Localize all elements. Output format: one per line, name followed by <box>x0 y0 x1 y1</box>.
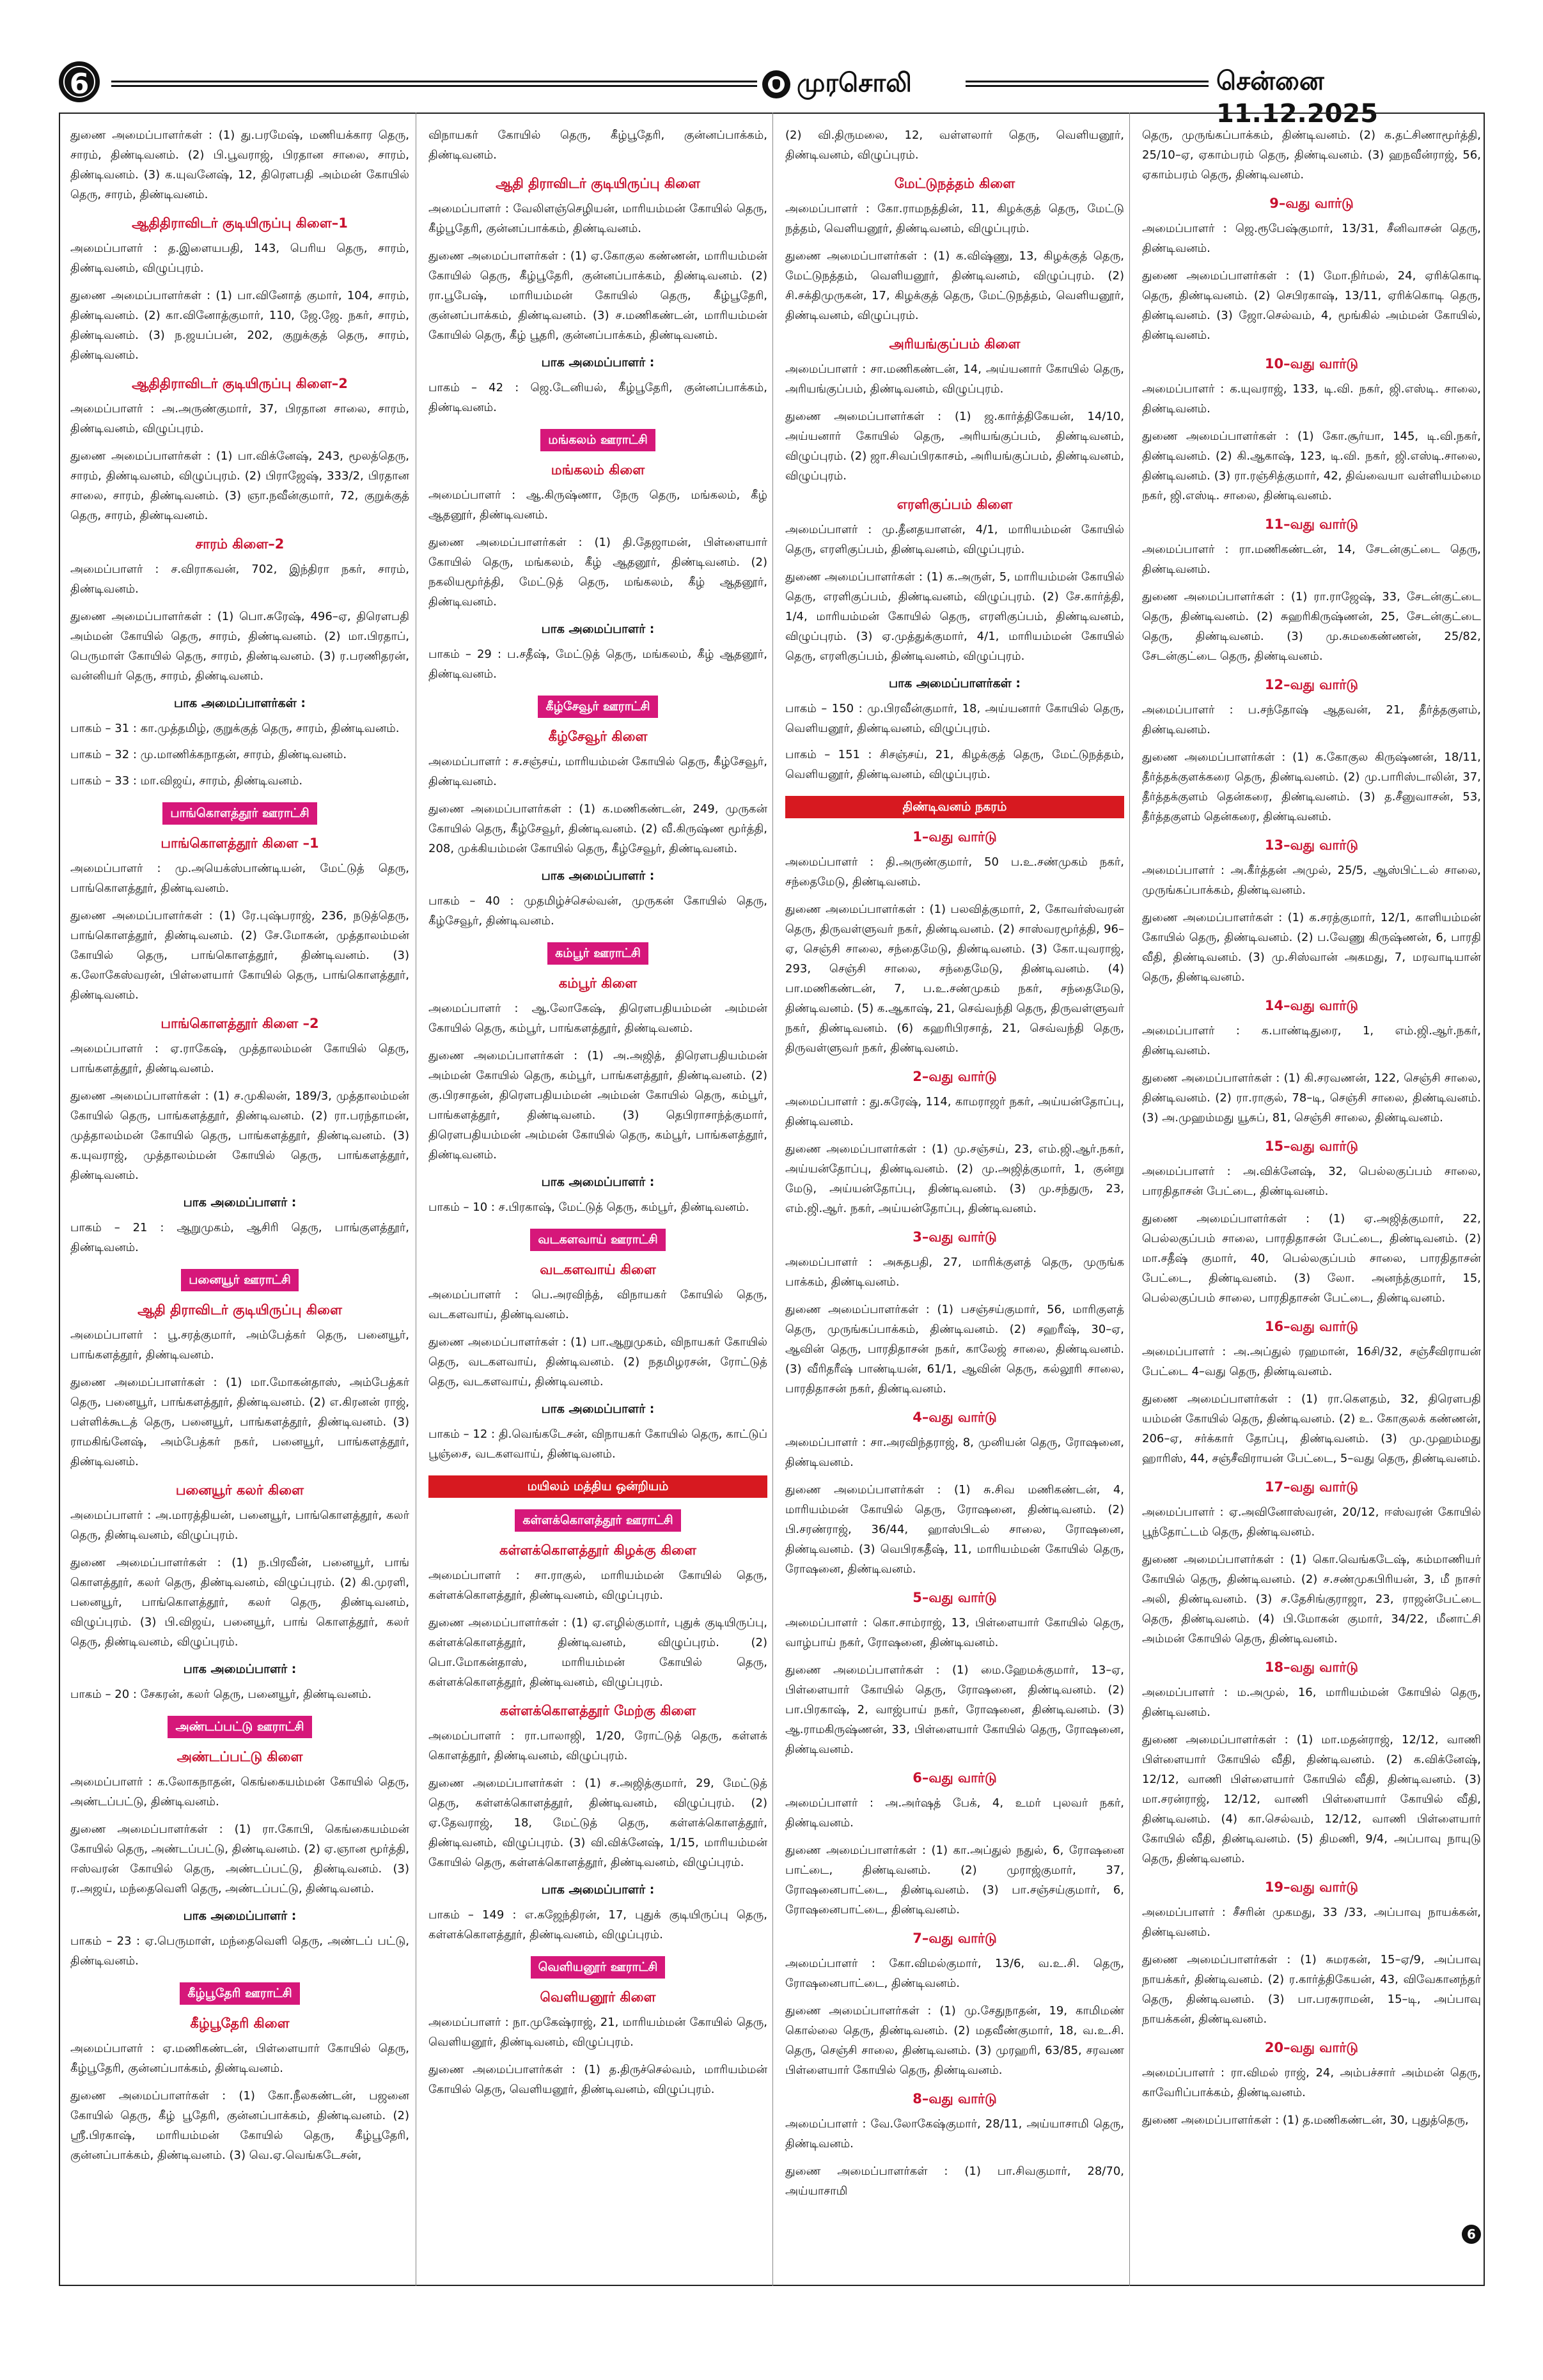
member-entry: அமைப்பாளர் : பெ.அரவிந்த், விநாயகர் கோயில் தெரு, வடகளவாய், திண்டிவனம். <box>428 1288 767 1321</box>
branch-heading: மங்கலம் கிளை <box>551 462 645 478</box>
branch-heading: ஆதி திராவிடர் குடியிருப்பு கிளை <box>496 176 700 191</box>
booth-entry: பாகம் – 32 : மு.மாணிக்கநாதன், சாரம், திண்டிவனம். <box>70 748 347 761</box>
member-entry: துணை அமைப்பாளர்கள் : (1) தி.தேஜாமன், பிள்ளையார் கோயில் தெரு, மங்கலம், கீழ் ஆதனூர், திண்டிவனம். (2) நகலியமூர்த்தி, மேட்டுத் தெரு, மங்கலம், கீழ் ஆதனூர், திண்டிவனம். <box>428 536 767 609</box>
member-entry: அமைப்பாளர் : க.யுவராஜ், 133, டி.வி. நகர், ஜி.எஸ்டி. சாலை, திண்டிவனம். <box>1142 382 1481 416</box>
member-entry: அமைப்பாளர் : த.இளையபதி, 143, பெரிய தெரு, சாரம், திண்டிவனம், விழுப்புரம். <box>70 242 409 275</box>
member-entry: துணை அமைப்பாளர்கள் : (1) க.விஷ்ணு, 13, கிழக்குத் தெரு, மேட்டுநத்தம், வெளியனூர், திண்டிவனம், விழுப்புரம். (2) சி.சக்திமுருகன், 17, கிழக்குத் தெரு, மேட்டுநத்தம், வெளியனூர், திண்டிவனம், விழுப்புரம். <box>785 249 1124 322</box>
booth-entry: பாகம் – 33 : மா.விஜய், சாரம், திண்டிவனம். <box>70 774 303 788</box>
member-entry: அமைப்பாளர் : நா.முகேஷ்ராஜ், 21, மாரியம்மன் கோயில் தெரு, வெளியனூர், திண்டிவனம், விழுப்புரம். <box>428 2016 767 2049</box>
member-entry: துணை அமைப்பாளர்கள் : (1) ரா.கோபி, கெங்கையம்மன் கோயில் தெரு, அண்டப்பட்டு, திண்டிவனம். (2) ஏ.ஞான மூர்த்தி, ஈஸ்வரன் கோயில் தெரு, அண்டப்பட்டு, திண்டிவனம். (3) ர.அஜய், மந்தைவெளி தெரு, அண்டப்பட்டு, திண்டிவனம். <box>70 1823 409 1895</box>
member-entry: தெரு, முருங்கப்பாக்கம், திண்டிவனம். (2) க.தட்சிணாமூர்த்தி, 25/10–ஏ, ஏகாம்பரம் தெரு, திண்டிவனம். (3) ஹநவீன்ராஜ், 56, ஏகாம்பரம் தெரு, திண்டிவனம். <box>1142 128 1481 182</box>
member-entry: துணை அமைப்பாளர்கள் : (1) சு.சிவ மணிகண்டன், 4, மாரியம்மன் கோயில் தெரு, ரோஷனை, திண்டிவனம். (2) பி.சரண்ராஜ், 36/44, ஹாஸ்பிடல் சாலை, ரோஷனை, திண்டிவனம். (3) வெபிரகதீஷ், 11, மாரியம்மன் கோயில் தெரு, ரோஷனை, திண்டிவனம். <box>785 1483 1124 1576</box>
member-entry: அமைப்பாளர் : ஆ.லோகேஷ், திரௌபதியம்மன் அம்மன் கோயில் தெரு, கம்பூர், பாங்களத்தூர், திண்டிவனம். <box>428 1002 767 1035</box>
member-entry: துணை அமைப்பாளர்கள் : (1) க.அருள், 5, மாரியம்மன் கோயில் தெரு, எரளிகுப்பம், திண்டிவனம், விழுப்புரம். (2) சே.கார்த்தி, 1/4, மாரியம்மன் கோயில் தெரு, எரளிகுப்பம், திண்டிவனம், விழுப்புரம். (3) ஏ.முத்துக்குமார், 4/1, மாரியம்மன் கோயில் தெரு, எரளிகுப்பம், திண்டிவனம், விழுப்புரம். <box>785 570 1124 663</box>
branch-heading: எரளிகுப்பம் கிளை <box>897 497 1013 512</box>
booth-subheading: பாக அமைப்பாளர் : <box>183 1195 297 1209</box>
branch-heading: 13–வது வார்டு <box>1264 837 1359 853</box>
member-entry: விநாயகர் கோயில் தெரு, கீழ்பூதேரி, குன்னப்பாக்கம், திண்டிவனம். <box>428 128 767 162</box>
member-entry: அமைப்பாளர் : ஏ.மணிகண்டன், பிள்ளையார் கோயில் தெரு, கீழ்பூதேரி, குன்னப்பாக்கம், திண்டிவனம். <box>70 2042 409 2075</box>
branch-heading: ஆதிதிராவிடர் குடியிருப்பு கிளை–2 <box>132 376 348 391</box>
branch-heading: 2–வது வார்டு <box>912 1069 997 1084</box>
paper-name: முரசொலி <box>797 68 912 98</box>
booth-subheading: பாக அமைப்பாளர் : <box>541 355 655 369</box>
branch-heading: 12–வது வார்டு <box>1264 677 1359 692</box>
section-band-heading: திண்டிவனம் நகரம் <box>785 796 1124 818</box>
column-divider <box>1129 113 1130 2286</box>
branch-heading: அண்டப்பட்டு கிளை <box>176 1749 303 1764</box>
member-entry: அமைப்பாளர் : ரா.விமல் ராஜ், 24, அம்பச்சார் அம்மன் தெரு, காவேரிப்பாக்கம், திண்டிவனம். <box>1142 2066 1481 2099</box>
member-entry: அமைப்பாளர் : ரா.மணிகண்டன், 14, சேடன்குட்டை தெரு, திண்டிவனம். <box>1142 543 1481 576</box>
member-entry: துணை அமைப்பாளர்கள் : (1) ந.பிரவீன், பனையூர், பாங் கொளத்தூர், கலர் தெரு, திண்டிவனம், விழுப்புரம். (2) கி.முரளி, பனையூர், பாங்கொளத்தூர், கலர் தெரு, திண்டிவனம், விழுப்புரம். (3) பி.விஜய், பனையூர், பாங் கொளத்தூர், கலர் தெரு, திண்டிவனம், விழுப்புரம். <box>70 1556 409 1649</box>
member-entry: துணை அமைப்பாளர்கள் : (1) மு.சஞ்சய், 23, எம்.ஜி.ஆர்.நகர், அய்யன்தோப்பு, திண்டிவனம். (2) மு.அஜித்குமார், 1, குன்று மேடு, அய்யன்தோப்பு, திண்டிவனம். (3) மு.சந்துரு, 23, எம்.ஜி.ஆர். நகர், அய்யன்தோப்பு, திண்டிவனம். <box>785 1142 1124 1215</box>
member-entry: துணை அமைப்பாளர்கள் : (1) கா.அப்துல் நதுல், 6, ரோஷனை பாட்டை, திண்டிவனம். (2) முராஜ்குமார், 37, ரோஷனைபாட்டை, திண்டிவனம். (3) பா.சஞ்சய்குமார், 6, ரோஷனைபாட்டை, திண்டிவனம். <box>785 1844 1124 1917</box>
member-entry: துணை அமைப்பாளர்கள் : (1) ச.முகிலன், 189/3, முத்தாலம்மன் கோயில் தெரு, பாங்களத்தூர், திண்டிவனம். (2) ரா.பரந்தாமன், முத்தாலம்மன் கோயில் தெரு, பாங்களத்தூர், திண்டிவனம். (3) க.யுவராஜ், முத்தாலம்மன் கோயில் தெரு, பாங்களத்தூர், திண்டிவனம். <box>70 1089 409 1182</box>
member-entry: துணை அமைப்பாளர்கள் : (1) பா.வினோத் குமார், 104, சாரம், திண்டிவனம். (2) கா.வினோத்குமார், 110, ஜே.ஜே. நகர், சாரம், திண்டிவனம். (3) ந.ஜயப்பன், 202, குறுக்குத் தெரு, சாரம், திண்டிவனம். <box>70 289 409 362</box>
branch-heading: 1–வது வார்டு <box>912 829 997 844</box>
branch-heading: பாங்கொளத்தூர் கிளை –1 <box>161 836 319 851</box>
booth-subheading: பாக அமைப்பாளர்கள் : <box>888 676 1021 690</box>
member-entry: துணை அமைப்பாளர்கள் : (1) அ.அஜித், திரௌபதியம்மன் அம்மன் கோயில் தெரு, கம்பூர், பாங்களத்தூர், திண்டிவனம். (2) கு.பிரசாதன், திரௌபதியம்மன் அம்மன் கோயில் தெரு, கம்பூர், பாங்களத்தூர், திண்டிவனம். (3) தெபிராசாந்த்குமார், திரௌபதியம்மன் அம்மன் கோயில் தெரு, கம்பூர், பாங்களத்தூர், திண்டிவனம். <box>428 1049 767 1162</box>
booth-subheading: பாக அமைப்பாளர் : <box>183 1909 297 1923</box>
member-entry: துணை அமைப்பாளர்கள் : (1) க.மணிகண்டன், 249, முருகன் கோயில் தெரு, கீழ்சேவூர், திண்டிவனம். (2) வீ.கிருஷ்ண மூர்த்தி, 208, முக்கியம்மன் கோயில் தெரு, கீழ்சேவூர், திண்டிவனம். <box>428 802 767 855</box>
member-entry: அமைப்பாளர் : சா.மணிகண்டன், 14, அய்யனார் கோயில் தெரு, அரியங்குப்பம், திண்டிவனம், விழுப்புரம். <box>785 362 1124 396</box>
section-band-heading: மயிலம் மத்திய ஒன்றியம் <box>428 1475 767 1498</box>
booth-entry: பாகம் – 29 : ப.சதீஷ், மேட்டுத் தெரு, மங்கலம், கீழ் ஆதனூர், திண்டிவனம். <box>428 648 767 681</box>
member-entry: துணை அமைப்பாளர்கள் : (1) பா.சிவகுமார், 28/70, அய்யாசாமி <box>785 2165 1124 2198</box>
member-entry: துணை அமைப்பாளர்கள் : (1) ஏ.அஜித்குமார், 22, பெல்லகுப்பம் சாலை, பாரதிதாசன் பேட்டை, திண்டிவனம். (2) மா.சதீஷ் குமார், 40, பெல்லகுப்பம் சாலை, பாரதிதாசன் பேட்டை, திண்டிவனம். (3) லோ. அனந்த்குமார், 15, பெல்லகுப்பம் சாலை, பாரதிதாசன் பேட்டை, திண்டிவனம். <box>1142 1212 1481 1305</box>
member-entry: துணை அமைப்பாளர்கள் : (1) ச.அஜித்குமார், 29, மேட்டுத் தெரு, கள்ளக்கொளத்தூர், திண்டிவனம், விழுப்புரம். (2) ஏ.தேவராஜ், 18, மேட்டுத் தெரு, கள்ளக்கொளத்தூர், திண்டிவனம், விழுப்புரம். (3) வி.விக்னேஷ், 1/15, மாரியம்மன் கோயில் தெரு, கள்ளக்கொளத்தூர், திண்டிவனம், விழுப்புரம். <box>428 1777 767 1869</box>
branch-heading: 11–வது வார்டு <box>1264 517 1359 532</box>
section-band-heading: வடகளவாய் ஊராட்சி <box>530 1229 665 1251</box>
column-2 <box>428 125 767 2273</box>
member-entry: அமைப்பாளர் : அ.மாரத்தியன், பனையூர், பாங்கொளத்தூர், கலர் தெரு, திண்டிவனம், விழுப்புரம். <box>70 1509 409 1542</box>
branch-heading: கீழ்பூதேரி கிளை <box>190 2016 290 2031</box>
branch-heading: 3–வது வார்டு <box>912 1229 997 1245</box>
member-entry: அமைப்பாளர் : ச.சஞ்சய், மாரியம்மன் கோயில் தெரு, கீழ்சேவூர், திண்டிவனம். <box>428 755 767 788</box>
branch-heading: வடகளவாய் கிளை <box>540 1262 656 1277</box>
member-entry: துணை அமைப்பாளர்கள் : (1) மு.சேதுநாதன், 19, காமிமண் கொல்லை தெரு, திண்டிவனம். (2) மதவீண்குமார், 18, வ.உ.சி. தெரு, செஞ்சி சாலை, திண்டிவனம். (3) முரஹரி, 63/85, சரவண பிள்ளையார் கோயில் தெரு, திண்டிவனம். <box>785 2004 1124 2077</box>
branch-heading: சாரம் கிளை–2 <box>195 536 285 552</box>
member-entry: துணை அமைப்பாளர்கள் : (1) பா.ஆறுமுகம், விநாயகர் கோயில் தெரு, வடகளவாய், திண்டிவனம். (2) நதமிழரசன், ரோட்டுத் தெரு, வடகளவாய், திண்டிவனம். <box>428 1335 767 1388</box>
branch-heading: 4–வது வார்டு <box>912 1410 997 1425</box>
member-entry: துணை அமைப்பாளர்கள் : (1) மை.ஹேமக்குமார், 13–ஏ, பிள்ளையார் கோயில் தெரு, ரோஷனை, திண்டிவனம். (2) பா.பிரகாஷ், 2, வாஜ்பாய் நகர், ரோஷனை, திண்டிவனம். (3) ஆ.ராமகிருஷ்ணன், 33, பிள்ளையார் கோயில் தெரு, ரோஷனை, திண்டிவனம். <box>785 1663 1124 1756</box>
branch-heading: கள்ளக்கொளத்தூர் மேற்கு கிளை <box>499 1703 696 1718</box>
booth-entry: பாகம் – 31 : கா.முத்தமிழ், குறுக்குத் தெரு, சாரம், திண்டிவனம். <box>70 722 400 735</box>
member-entry: அமைப்பாளர் : ஜெ.ரூபேஷ்குமார், 13/31, சீனிவாசன் தெரு, திண்டிவனம். <box>1142 222 1481 255</box>
branch-heading: கீழ்சேவூர் கிளை <box>548 729 648 744</box>
member-entry: துணை அமைப்பாளர்கள் : (1) க.சரத்குமார், 12/1, காளியம்மன் கோயில் தெரு, திண்டிவனம். (2) ப.வேணு கிருஷ்ணன், 6, பாரதி வீதி, திண்டிவனம். (3) மு.சிஸ்வான் அகமது, 7, மரவாடியான் தெரு, திண்டிவனம். <box>1142 911 1481 984</box>
member-entry: துணை அமைப்பாளர்கள் : (1) பொ.சுரேஷ், 496–ஏ, திரௌபதி அம்மன் கோயில் தெரு, சாரம், திண்டிவனம். (2) மா.பிரதாப், பெருமாள் கோயில் தெரு, சாரம், திண்டிவனம். (3) ர.பரணிதரன், வன்னியர் தெரு, சாரம், திண்டிவனம். <box>70 610 409 683</box>
branch-heading: 16–வது வார்டு <box>1264 1319 1359 1334</box>
member-entry: அமைப்பாளர் : அ.விக்னேஷ், 32, பெல்லகுப்பம் சாலை, பாரதிதாசன் பேட்டை, திண்டிவனம். <box>1142 1165 1481 1198</box>
branch-heading: 18–வது வார்டு <box>1264 1660 1359 1675</box>
footer-page-number: 6 <box>1462 2225 1481 2244</box>
branch-heading: 19–வது வார்டு <box>1264 1879 1359 1895</box>
booth-entry: பாகம் – 151 : சிசஞ்சய், 21, கிழக்குத் தெரு, மேட்டுநத்தம், வெளியனூர், திண்டிவனம், விழுப்புரம். <box>785 748 1124 781</box>
member-entry: துணை அமைப்பாளர்கள் : (1) கி.சரவணன், 122, செஞ்சி சாலை, திண்டிவனம். (2) ரா.ராகுல், 78–டி, செஞ்சி சாலை, திண்டிவனம். (3) அ.முஹம்மது யூசுப், 81, செஞ்சி சாலை, திண்டிவனம். <box>1142 1071 1481 1124</box>
member-entry: அமைப்பாளர் : ப.சந்தோஷ் ஆதவன், 21, தீர்த்தகுளம், திண்டிவனம். <box>1142 703 1481 736</box>
booth-entry: பாகம் – 23 : ஏ.பெருமாள், மந்தைவெளி தெரு, அண்டப் பட்டு, திண்டிவனம். <box>70 1934 409 1968</box>
section-band-heading: அண்டப்பட்டு ஊராட்சி <box>168 1716 311 1738</box>
member-entry: அமைப்பாளர் : கோ.ராமநத்தின், 11, கிழக்குத் தெரு, மேட்டு நத்தம், வெளியனூர், திண்டிவனம், விழுப்புரம். <box>785 202 1124 235</box>
edition-date: சென்னை 11.12.2025 <box>1216 66 1379 128</box>
section-band-heading: கீழ்சேவூர் ஊராட்சி <box>538 696 657 718</box>
member-entry: துணை அமைப்பாளர்கள் : (1) மா.மோகன்தாஸ், அம்பேத்கர் தெரு, பனையூர், பாங்களத்தூர், திண்டிவனம். (2) எ.கிரனன் ராஜ், பள்ளிக்கூடத் தெரு, பனையூர், பாங்களத்தூர், திண்டிவனம். (3) ராமகிங்னேஷ், அம்பேத்கர் நகர், பனையூர், பாங்களத்தூர், திண்டிவனம். <box>70 1376 409 1468</box>
branch-heading: 8–வது வார்டு <box>912 2091 997 2106</box>
branch-heading: ஆதிதிராவிடர் குடியிருப்பு கிளை–1 <box>132 215 348 231</box>
member-entry: துணை அமைப்பாளர்கள் : (1) கொ.வெங்கடேஷ், கம்மாணியர் கோயில் தெரு, திண்டிவனம். (2) ச.சண்முகபிரியன், 3, மீ நாசர் அலி, திண்டிவனம். (3) ச.தேசிங்குராஜா, 23, ராஜன்பேட்டை தெரு, திண்டிவனம். (4) பி.மோகன் குமார், 34/22, மீனாட்சி அம்மன் கோயில் தெரு, திண்டிவனம். <box>1142 1553 1481 1645</box>
booth-entry: பாகம் – 21 : ஆறுமுகம், ஆசிரி தெரு, பாங்குளத்தூர், திண்டிவனம். <box>70 1221 409 1254</box>
member-entry: (2) வி.திருமலை, 12, வள்ளலார் தெரு, வெளியனூர், திண்டிவனம், விழுப்புரம். <box>785 128 1124 162</box>
section-band-heading: பனையூர் ஊராட்சி <box>181 1269 299 1291</box>
member-entry: துணை அமைப்பாளர்கள் : (1) சுமரகன், 15–ஏ/9, அப்பாவு நாயக்கர், திண்டிவனம். (2) ர.கார்த்திகேயன், 43, விவேகானந்தர் தெரு, திண்டிவனம். (3) பா.பரசுராமன், 15–டி, அப்பாவு நாயக்கன், திண்டிவனம். <box>1142 1953 1481 2026</box>
branch-heading: கம்பூர் கிளை <box>558 976 638 991</box>
branch-heading: 5–வது வார்டு <box>912 1590 997 1605</box>
member-entry: துணை அமைப்பாளர்கள் : (1) ஏ.எழில்குமார், புதுக் குடியிருப்பு, கள்ளக்கொளத்தூர், திண்டிவனம், விழுப்புரம். (2) பொ.மோகன்தாஸ், மாரியம்மன் கோயில் தெரு, கள்ளக்கொளத்தூர், திண்டிவனம், விழுப்புரம். <box>428 1616 767 1689</box>
member-entry: அமைப்பாளர் : அ.அப்துல் ரஹமான், 16சி/32, சஞ்சீவிராயன் பேட்டை 4–வது தெரு, திண்டிவனம். <box>1142 1345 1481 1378</box>
branch-heading: பனையூர் கலர் கிளை <box>175 1482 304 1498</box>
section-band-heading: கீழ்பூதேரி ஊராட்சி <box>180 1982 299 2005</box>
section-band-heading: மங்கலம் ஊராட்சி <box>540 429 655 451</box>
booth-subheading: பாக அமைப்பாளர் : <box>541 622 655 636</box>
member-entry: அமைப்பாளர் : தி.அருண்குமார், 50 ப.உ.சண்முகம் நகர், சந்தைமேடு, திண்டிவனம். <box>785 855 1124 889</box>
member-entry: துணை அமைப்பாளர்கள் : (1) மோ.நிர்மல், 24, ஏரிக்கொடி தெரு, திண்டிவனம். (2) செபிரகாஷ், 13/11, ஏரிக்கொடி தெரு, திண்டிவனம். (3) ஜோ.செல்வம், 4, மூங்கில் அம்மன் கோயில், திண்டிவனம். <box>1142 269 1481 342</box>
member-entry: துணை அமைப்பாளர்கள் : (1) ரா.ராஜேஷ், 33, சேடன்குட்டை தெரு, திண்டிவனம். (2) சுஹரிகிருஷ்ணன், 25, சேடன்குட்டை தெரு, திண்டிவனம். (3) மு.சுமகைண்ணன், 25/82, சேடன்குட்டை தெரு, திண்டிவனம். <box>1142 590 1481 663</box>
page-number-badge: 6 <box>59 61 100 102</box>
branch-heading: ஆதி திராவிடர் குடியிருப்பு கிளை <box>137 1302 342 1318</box>
branch-heading: 14–வது வார்டு <box>1264 998 1359 1013</box>
member-entry: துணை அமைப்பாளர்கள் : (1) பா.விக்னேஷ், 243, மூலத்தெரு, சாரம், திண்டிவனம், விழுப்புரம். (2) பிராஜேஷ், 333/2, பிரதான சாலை, சாரம், திண்டிவனம். (3) ஞா.நவீன்குமார், 72, குறுக்குத் தெரு, சாரம், திண்டிவனம். <box>70 449 409 522</box>
member-entry: துணை அமைப்பாளர்கள் : (1) ஜ.கார்த்திகேயன், 14/10, அய்யனார் கோயில் தெரு, அரியங்குப்பம், திண்டிவனம், விழுப்புரம். (2) ஜா.சிவப்பிரகாசம், அரியங்குப்பம், திண்டிவனம், விழுப்புரம். <box>785 410 1124 483</box>
member-entry: அமைப்பாளர் : ம.அமுல், 16, மாரியம்மன் கோயில் தெரு, திண்டிவனம். <box>1142 1686 1481 1719</box>
member-entry: அமைப்பாளர் : ஆ.கிருஷ்ணா, நேரு தெரு, மங்கலம், கீழ் ஆதனூர், திண்டிவனம். <box>428 488 767 522</box>
member-entry: அமைப்பாளர் : ச.விராகவன், 702, இந்திரா நகர், சாரம், திண்டிவனம். <box>70 563 409 596</box>
member-entry: அமைப்பாளர் : ரா.பாலாஜி, 1/20, ரோட்டுத் தெரு, கள்ளக் கொளத்தூர், திண்டிவனம், விழுப்புரம். <box>428 1729 767 1762</box>
booth-entry: பாகம் – 12 : தி.வெங்கடேசன், விநாயகர் கோயில் தெரு, காட்டுப் பூஞ்சை, வடகளவாய், திண்டிவனம். <box>428 1427 767 1461</box>
branch-heading: வெளியனூர் கிளை <box>540 1989 656 2005</box>
masthead-logo <box>762 65 912 104</box>
sun-emblem-icon <box>762 70 790 98</box>
booth-entry: பாகம் – 10 : ச.பிரகாஷ், மேட்டுத் தெரு, கம்பூர், திண்டிவனம். <box>428 1201 749 1214</box>
member-entry: அமைப்பாளர் : சா.அரவிந்தராஜ், 8, முனியன் தெரு, ரோஷனை, திண்டிவனம். <box>785 1436 1124 1469</box>
member-entry: துணை அமைப்பாளர்கள் : (1) க.கோகுல கிருஷ்ணன், 18/11, தீர்த்தக்குளக்கரை தெரு, திண்டிவனம். (2) மு.பாரிஸ்டாலின், 37, தீர்த்தக்குளம் தென்கரை, திண்டிவனம். (3) த.சீனுவாசன், 53, தீர்த்தகுளம் தென்கரை, திண்டிவனம். <box>1142 751 1481 823</box>
member-entry: துணை அமைப்பாளர்கள் : (1) பலவித்குமார், 2, கோவர்ஸ்வரன் தெரு, திருவள்ளுவர் நகர், திண்டிவனம். (2) சாஸ்வரமூர்த்தி, 96–ஏ, செஞ்சி சாலை, சந்தைமேடு, திண்டிவனம். (3) கோ.யுவராஜ், 293, செஞ்சி சாலை, சந்தைமேடு, திண்டிவனம். (4) பா.மணிகண்டன், 7, ப.உ.சண்முகம் நகர், சந்தைமேடு, திண்டிவனம். (5) க.ஆகாஷ், 21, செவ்வந்தி தெரு, திருவள்ளுவர் நகர், திண்டிவனம். (6) கஹரிபிரசாத், 21, செவ்வந்தி தெரு, திருவள்ளுவர் நகர், திண்டிவனம். <box>785 903 1124 1055</box>
branch-heading: 9–வது வார்டு <box>1269 196 1354 211</box>
column-divider <box>772 113 773 2286</box>
column-3 <box>785 125 1124 2273</box>
section-band-heading: கள்ளக்கொளத்தூர் ஊராட்சி <box>515 1509 680 1532</box>
member-entry: துணை அமைப்பாளர்கள் : (1) த.மணிகண்டன், 30, புதுத்தெரு, <box>1142 2113 1469 2127</box>
column-1 <box>70 125 409 2273</box>
member-entry: அமைப்பாளர் : பூ.சரத்குமார், அம்பேத்கர் தெரு, பனையூர், பாங்களத்தூர், திண்டிவனம். <box>70 1328 409 1362</box>
booth-entry: பாகம் – 40 : முதமிழ்ச்செல்வன், முருகன் கோயில் தெரு, கீழ்சேவூர், திண்டிவனம். <box>428 894 767 928</box>
branch-heading: 10–வது வார்டு <box>1264 356 1359 371</box>
member-entry: துணை அமைப்பாளர்கள் : (1) ரா.கௌதம், 32, திரௌபதி யம்மன் கோயில் தெரு, திண்டிவனம். (2) உ. கோகுலக் கண்ணன், 206–ஏ, சர்க்கார் தோப்பு, திண்டிவனம். (3) மு.முஹம்மது ஹாரிஸ், 44, சஞ்சீவிராயன் பேட்டை, 5–வது தெரு, திண்டிவனம். <box>1142 1392 1481 1465</box>
member-entry: அமைப்பாளர் : கோ.விமல்குமார், 13/6, வ.உ.சி. தெரு, ரோஷனைபாட்டை, திண்டிவனம். <box>785 1957 1124 1990</box>
member-entry: அமைப்பாளர் : சா.ராகுல், மாரியம்மன் கோயில் தெரு, கள்ளக்கொளத்தூர், திண்டிவனம், விழுப்புரம். <box>428 1569 767 1602</box>
branch-heading: 7–வது வார்டு <box>912 1931 997 1946</box>
branch-heading: அரியங்குப்பம் கிளை <box>889 336 1021 352</box>
branch-heading: 6–வது வார்டு <box>912 1770 997 1785</box>
member-entry: அமைப்பாளர் : க.பாண்டிதுரை, 1, எம்.ஜி.ஆர்.நகர், திண்டிவனம். <box>1142 1024 1481 1057</box>
branch-heading: 17–வது வார்டு <box>1264 1479 1359 1495</box>
branch-heading: மேட்டுநத்தம் கிளை <box>894 176 1015 191</box>
member-entry: துணை அமைப்பாளர்கள் : (1) கோ.சூர்யா, 145, டி.வி.நகர், திண்டிவனம். (2) கி.ஆகாஷ், 123, டி.வி. நகர், ஜி.எஸ்டி.சாலை, திண்டிவனம். (3) ரா.ரஞ்சித்குமார், 42, திவ்வையா வள்ளியம்மை நகர், ஜி.எஸ்டி. சாலை, திண்டிவனம். <box>1142 430 1481 502</box>
member-entry: அமைப்பாளர் : அ.கீர்த்தன் அமுல், 25/5, ஆஸ்பிட்டல் சாலை, முருங்கப்பாக்கம், திண்டிவனம். <box>1142 864 1481 897</box>
booth-subheading: பாக அமைப்பாளர் : <box>183 1662 297 1676</box>
booth-subheading: பாக அமைப்பாளர் : <box>541 1402 655 1416</box>
section-band-heading: கம்பூர் ஊராட்சி <box>547 942 648 965</box>
booth-entry: பாகம் – 20 : சேகரன், கலர் தெரு, பனையூர், திண்டிவனம். <box>70 1688 372 1701</box>
column-4 <box>1142 125 1481 2273</box>
booth-entry: பாகம் – 149 : எ.கஜேந்திரன், 17, புதுக் குடியிருப்பு தெரு, கள்ளக்கொளத்தூர், திண்டிவனம், விழுப்புரம். <box>428 1908 767 1941</box>
header-rule-left <box>111 81 757 87</box>
section-band-heading: வெளியனூர் ஊராட்சி <box>531 1956 666 1979</box>
member-entry: துணை அமைப்பாளர்கள் : (1) து.பரமேஷ், மணியக்கார தெரு, சாரம், திண்டிவனம். (2) பி.பூவராஜ், பிரதான சாலை, சாரம், திண்டிவனம். (3) க.யுவனேஷ், 12, திரௌபதி அம்மன் கோயில் தெரு, சாரம், திண்டிவனம். <box>70 128 409 201</box>
member-entry: துணை அமைப்பாளர்கள் : (1) கோ.நீலகண்டன், பஜனை கோயில் தெரு, கீழ் பூதேரி, குன்னப்பாக்கம், திண்டிவனம். (2) ஸ்ரீ.பிரகாஷ், மாரியம்மன் கோயில் தெரு, கீழ்பூதேரி, குன்னப்பாக்கம், திண்டிவனம். (3) வெ.ஏ.வெங்கடேசன், <box>70 2089 409 2162</box>
member-entry: அமைப்பாளர் : மு.தீனதயாளன், 4/1, மாரியம்மன் கோயில் தெரு, எரளிகுப்பம், திண்டிவனம், விழுப்புரம். <box>785 523 1124 556</box>
member-entry: அமைப்பாளர் : அ.அருண்குமார், 37, பிரதான சாலை, சாரம், திண்டிவனம், விழுப்புரம். <box>70 402 409 435</box>
member-entry: அமைப்பாளர் : வே.லோகேஷ்குமார், 28/11, அய்யாசாமி தெரு, திண்டிவனம். <box>785 2117 1124 2151</box>
member-entry: அமைப்பாளர் : து.சுரேஷ், 114, காமராஜர் நகர், அய்யன்தோப்பு, திண்டிவனம். <box>785 1095 1124 1128</box>
member-entry: துணை அமைப்பாளர்கள் : (1) த.திருச்செல்வம், மாரியம்மன் கோயில் தெரு, வெளியனூர், திண்டிவனம், விழுப்புரம். <box>428 2063 767 2096</box>
member-entry: துணை அமைப்பாளர்கள் : (1) ஏ.கோகுல கண்ணன், மாரியம்மன் கோயில் தெரு, கீழ்பூதேரி, குன்னப்பாக்கம், திண்டிவனம். (2) ரா.பூபேஷ், மாரியம்மன் கோயில் தெரு, கீழ்பூதேரி, குன்னப்பாக்கம், திண்டிவனம். (3) ச.மணிகண்டன், மாரியம்மன் கோயில் தெரு, கீழ் பூதரி, குன்னப்பாக்கம், திண்டிவனம். <box>428 249 767 342</box>
member-entry: அமைப்பாளர் : மு.அயெக்ஸ்பாண்டியன், மேட்டுத் தெரு, பாங்கொளத்தூர், திண்டிவனம். <box>70 862 409 895</box>
booth-subheading: பாக அமைப்பாளர் : <box>541 1175 655 1189</box>
booth-subheading: பாக அமைப்பாளர் : <box>541 869 655 883</box>
member-entry: அமைப்பாளர் : அ.அர்ஷத் பேக், 4, உமர் புலவர் நகர், திண்டிவனம். <box>785 1796 1124 1830</box>
member-entry: துணை அமைப்பாளர்கள் : (1) ரே.புஷ்பராஜ், 236, நடுத்தெரு, பாங்கொளத்தூர், திண்டிவனம். (2) சே.மோகன், முத்தாலம்மன் கோயில் தெரு, பாங்கொளத்தூர், திண்டிவனம். (3) க.லோகேஸ்வரன், பிள்ளையார் கோயில் தெரு, பாங்கொளத்தூர், திண்டிவனம். <box>70 909 409 1002</box>
member-entry: துணை அமைப்பாளர்கள் : (1) பசஞ்சய்குமார், 56, மாரிகுளத் தெரு, முருங்கப்பாக்கம், திண்டிவனம். (2) சஹரீஷ், 30–ஏ, ஆவின் தெரு, பாரதிதாசன் நகர், காலேஜ் சாலை, திண்டிவனம். (3) வீரிதரீஷ் பாண்டியன், 61/1, ஆவின் தெரு, கல்லூரி சாலை, பாரதிதாசன் நகர், திண்டிவனம். <box>785 1303 1124 1396</box>
branch-heading: பாங்கொளத்தூர் கிளை –2 <box>161 1016 319 1031</box>
branch-heading: 20–வது வார்டு <box>1264 2040 1359 2055</box>
member-entry: அமைப்பாளர் : ஏ.ராகேஷ், முத்தாலம்மன் கோயில் தெரு, பாங்களத்தூர், திண்டிவனம். <box>70 1042 409 1075</box>
member-entry: அமைப்பாளர் : ஏ.அவினோஸ்வரன், 20/12, ஈஸ்வரன் கோயில் பூந்தோட்டம் தெரு, திண்டிவனம். <box>1142 1505 1481 1539</box>
member-entry: அமைப்பாளர் : வேலிளஞ்செழியன், மாரியம்மன் கோயில் தெரு, கீழ்பூதேரி, குன்னப்பாக்கம், திண்டிவனம். <box>428 202 767 235</box>
branch-heading: 15–வது வார்டு <box>1264 1139 1359 1154</box>
booth-entry: பாகம் – 150 : மு.பிரவீன்குமார், 18, அய்யனார் கோயில் தெரு, வெளியனூர், திண்டிவனம், விழுப்புரம். <box>785 702 1124 735</box>
member-entry: அமைப்பாளர் : அசுதபதி, 27, மாரிக்குளத் தெரு, முருங்க பாக்கம், திண்டிவனம். <box>785 1256 1124 1289</box>
booth-subheading: பாக அமைப்பாளர்கள் : <box>173 696 306 710</box>
page-header <box>59 61 1485 128</box>
branch-heading: கள்ளக்கொளத்தூர் கிழக்கு கிளை <box>499 1543 696 1558</box>
section-band-heading: பாங்கொளத்தூர் ஊராட்சி <box>162 802 317 825</box>
header-rule-right <box>966 81 1209 87</box>
member-entry: அமைப்பாளர் : கொ.சாம்ராஜ், 13, பிள்ளையார் கோயில் தெரு, வாழ்பாய் நகர், ரோஷனை, திண்டிவனம். <box>785 1616 1124 1649</box>
booth-subheading: பாக அமைப்பாளர் : <box>541 1883 655 1897</box>
member-entry: அமைப்பாளர் : சீசரின் முகமது, 33 /33, அப்பாவு நாயக்கன், திண்டிவனம். <box>1142 1906 1481 1939</box>
member-entry: துணை அமைப்பாளர்கள் : (1) மா.மதன்ராஜ், 12/12, வாணி பிள்ளையார் கோயில் வீதி, திண்டிவனம். (2) க.விக்னேஷ், 12/12, வாணி பிள்ளையார் கோயில் வீதி, திண்டிவனம். (3) மா.சரன்ராஜ், 12/12, வாணி பிள்ளையார் கோயில் வீதி, திண்டிவனம். (4) கா.செல்வம், 12/12, வாணி பிள்ளையார் கோயில் வீதி, திண்டிவனம். (5) திமணி, 9/4, அப்பாவு நாயுடு தெரு, திண்டிவனம். <box>1142 1733 1481 1865</box>
booth-entry: பாகம் – 42 : ஜெ.டேனியல், கீழ்பூதேரி, குன்னப்பாக்கம், திண்டிவனம். <box>428 381 767 414</box>
member-entry: அமைப்பாளர் : க.லோகநாதன், கெங்கையம்மன் கோயில் தெரு, அண்டப்பட்டு, திண்டிவனம். <box>70 1775 409 1808</box>
